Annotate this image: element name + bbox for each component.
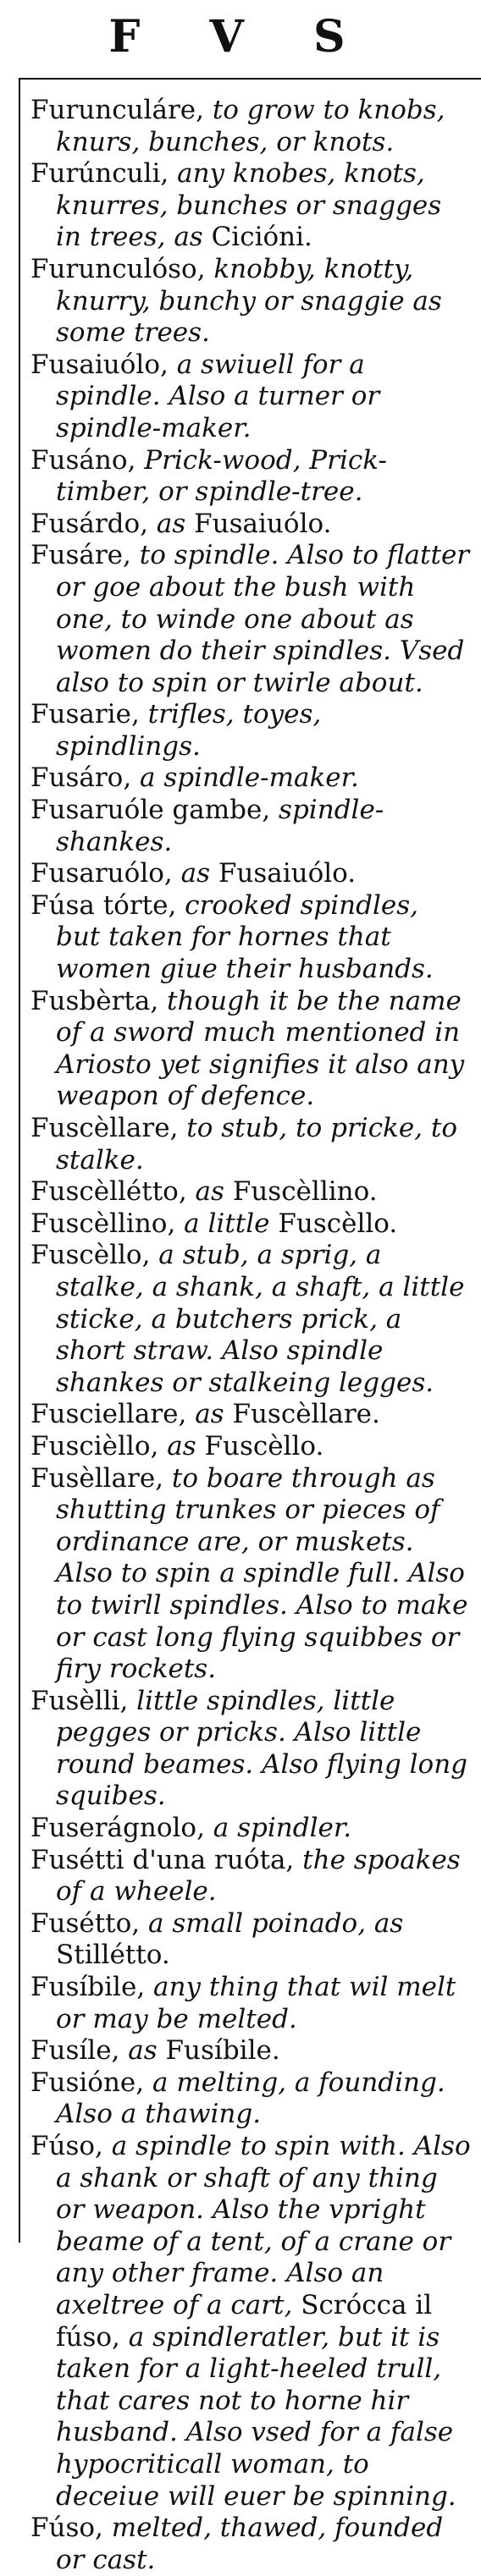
definition: to stub, to pricke, to stalke. xyxy=(56,1113,458,1175)
entry xyxy=(30,1908,471,1972)
headword: Fusaiuólo, xyxy=(30,349,169,380)
headword: Fusaruólo, xyxy=(30,858,173,889)
running-head: F V S xyxy=(108,11,373,63)
entry xyxy=(30,1208,471,1241)
entry xyxy=(30,1813,471,1845)
definition: as xyxy=(158,1430,205,1461)
entry xyxy=(30,1176,471,1208)
definition: to spindle. Also to flatter or goe about the bush with one, to winde one about as women do their spindles. Vsed also to spin or twirle about. xyxy=(56,540,470,698)
definition: to grow to knobs, knurs, bunches, or knots. xyxy=(56,95,445,157)
cross-reference: Fuscèllo. xyxy=(204,1430,324,1461)
entry xyxy=(30,795,471,858)
headword: Fuserágnolo, xyxy=(30,1813,205,1844)
headword: Fúso, xyxy=(30,2513,103,2544)
entry xyxy=(30,2035,471,2067)
definition: as xyxy=(186,1176,233,1208)
definition: to boare through as shutting trunkes or pieces of ordinance are, or muskets. Also to spin a spindle full. Also to twirll spindles. Also to make or cast long flying squibbes or firy rockets. xyxy=(56,1462,468,1685)
entry xyxy=(30,1463,471,1686)
headword: Fusióne, xyxy=(30,2067,145,2098)
headword: Fúso, xyxy=(30,2131,103,2161)
definition: a little xyxy=(175,1208,279,1239)
cross-reference: Stillétto. xyxy=(56,1940,170,1971)
entry xyxy=(30,350,471,445)
definition: any thing that wil melt or may be melted. xyxy=(56,1972,456,2034)
definition: as xyxy=(119,2035,166,2067)
entry xyxy=(30,1240,471,1399)
headword: Fusáre, xyxy=(30,540,131,571)
entry xyxy=(30,1113,471,1176)
definition: knobby, knotty, knurry, bunchy or snaggie as some trees. xyxy=(56,253,442,349)
cross-reference: Fuscèllare. xyxy=(232,1399,380,1430)
entry xyxy=(30,986,471,1113)
headword: Fusèllare, xyxy=(30,1462,164,1494)
definition: a small poinado, as xyxy=(140,1907,404,1939)
definition: a spindler. xyxy=(204,1813,352,1844)
definition: the spoakes of a wheele. xyxy=(56,1844,461,1907)
definition: melted, thawed, founded or cast. xyxy=(56,2513,444,2575)
definition: spindle-shankes. xyxy=(56,795,384,857)
headword: Fusarie, xyxy=(30,699,140,730)
definition: as xyxy=(186,1399,233,1430)
entry xyxy=(30,95,471,158)
cross-reference: Fuscèllo. xyxy=(278,1208,398,1239)
definition: as xyxy=(172,858,218,889)
headword: Fusáro, xyxy=(30,762,132,794)
headword: Fusárdo, xyxy=(30,508,149,539)
entry xyxy=(30,1399,471,1431)
entry xyxy=(30,1972,471,2035)
headword: Fusèlli, xyxy=(30,1685,129,1716)
entry xyxy=(30,1686,471,1813)
entry xyxy=(30,509,471,541)
headword: Fusbèrta, xyxy=(30,985,159,1016)
headword: Furunculáre, xyxy=(30,95,204,125)
headword: Fuscièllo, xyxy=(30,1430,159,1461)
headword: Fuscèllo, xyxy=(30,1240,151,1271)
headword: Fusétto, xyxy=(30,1907,141,1939)
entry xyxy=(30,254,471,350)
entry xyxy=(30,762,471,795)
entry xyxy=(30,858,471,890)
definition: crooked spindles, but taken for hornes that women giue their husbands. xyxy=(56,889,434,985)
headword: Furunculóso, xyxy=(30,253,206,284)
headword: Fusaruóle gambe, xyxy=(30,795,271,826)
entry xyxy=(30,540,471,699)
headword: Fusíle, xyxy=(30,2035,120,2067)
definition-continued: a spindleratler, but it is taken for a light-heeled trull, that cares not to horne hir husband. Also vsed for a false hypocriticall woman, to deceiue will euer be spinning. xyxy=(56,2321,456,2512)
headword: Fuscèllétto, xyxy=(30,1176,187,1208)
entry-list xyxy=(30,95,471,2576)
headword: Fusciellare, xyxy=(30,1399,187,1430)
definition: any knobes, knots, knurres, bunches or snagges in trees, as xyxy=(56,158,442,253)
entry xyxy=(30,2513,471,2576)
cross-reference: Fusaiuólo. xyxy=(218,858,357,889)
definition: as xyxy=(148,508,195,539)
headword: Fusíbile, xyxy=(30,1972,146,2003)
entry xyxy=(30,1431,471,1463)
entry xyxy=(30,699,471,762)
entry xyxy=(30,158,471,254)
cross-reference: Fuscèllino. xyxy=(232,1176,378,1208)
cross-reference: Fusíbile. xyxy=(165,2035,280,2067)
definition: trifles, toyes, spindlings. xyxy=(56,699,322,762)
headword: Fusáno, xyxy=(30,444,136,476)
entry xyxy=(30,445,471,509)
entry xyxy=(30,2067,471,2131)
entry xyxy=(30,2131,471,2513)
top-rule xyxy=(19,78,481,80)
headword: Fusétti d'una ruóta, xyxy=(30,1844,295,1875)
headword: Furúnculi, xyxy=(30,158,169,190)
entry xyxy=(30,1845,471,1908)
cross-reference: Scrócca il fúso, xyxy=(56,2289,433,2353)
definition: a stub, a sprig, a stalke, a shank, a shaft, a little sticke, a butchers prick, a short straw. Also spindle shankes or stalkeing legges. xyxy=(56,1240,465,1398)
headword: Fuscèllare, xyxy=(30,1113,179,1143)
headword: Fúsa tórte, xyxy=(30,889,177,921)
definition: a swiuell for a spindle. Also a turner or spindle-maker. xyxy=(56,349,380,443)
definition: a spindle to spin with. Also a shank or shaft of any thing or weapon. Also the vpright beame of a tent, of a crane or any other frame. Also an axeltree of a cart, xyxy=(56,2131,471,2320)
left-margin-rule xyxy=(19,78,20,2243)
definition: Prick-wood, Prick-timber, or spindle-tree. xyxy=(56,444,387,508)
cross-reference: Cicióni. xyxy=(211,222,312,253)
definition: a melting, a founding. Also a thawing. xyxy=(56,2067,445,2130)
entry xyxy=(30,890,471,986)
definition: little spindles, little pegges or pricks. Also little round beames. Also flying long squibes. xyxy=(56,1685,468,1812)
headword: Fuscèllino, xyxy=(30,1208,176,1239)
definition: a spindle-maker. xyxy=(131,762,359,794)
definition: though it be the name of a sword much mentioned in Ariosto yet signifies it also any weapon of defence. xyxy=(56,985,465,1112)
cross-reference: Fusaiuólo. xyxy=(194,508,332,539)
